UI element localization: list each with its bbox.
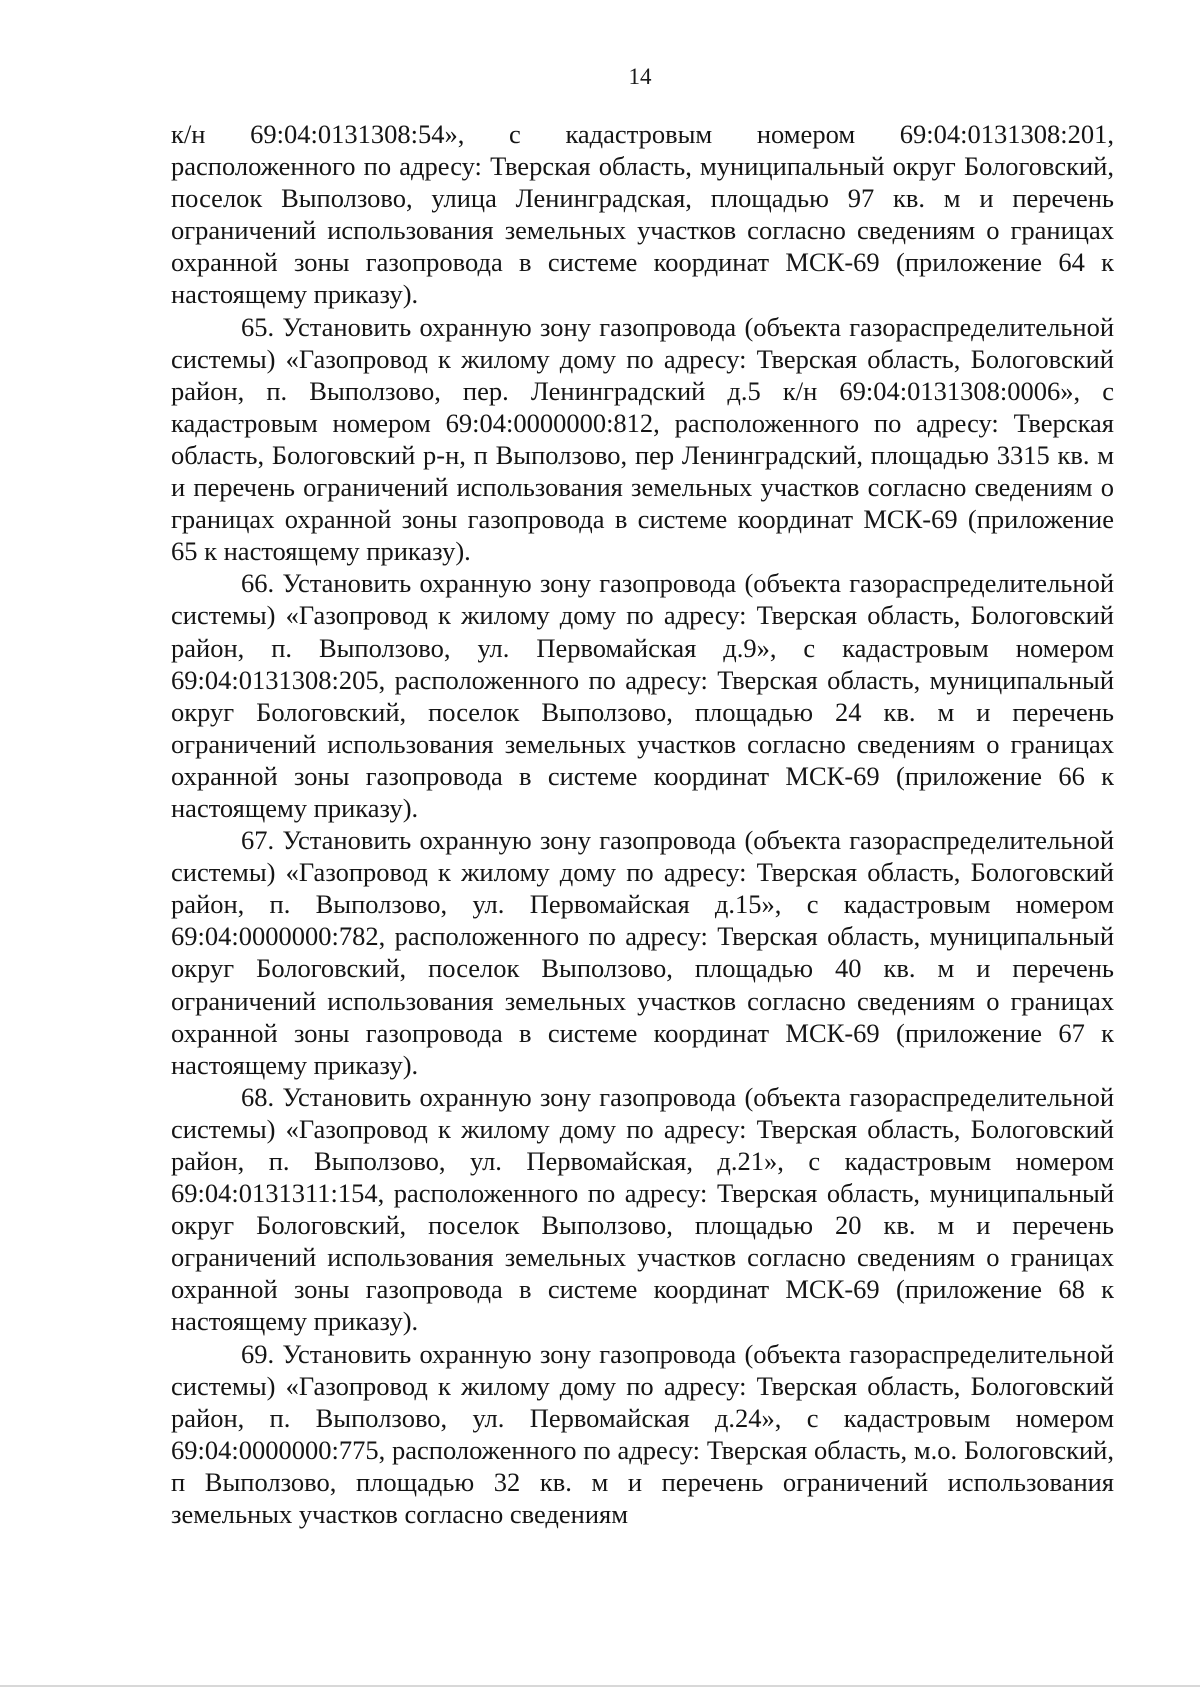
document-body <box>171 118 1114 1530</box>
paragraph-item-67: 67. Установить охранную зону газопровода (объекта газораспределительной системы) «Газопровод к жилому дому по адресу: Тверская область, Бологовский район, п. Выползово, ул. Первомайская д.15», с кадастровым номером 69:04:0000000:782, расположенного по адресу: Тверская область, муниципальный округ Бологовский, поселок Выползово, площадью 40 кв. м и перечень ограничений использования земельных участков согласно сведениям о границах охранной зоны газопровода в системе координат МСК-69 (приложение 67 к настоящему приказу). <box>171 825 1114 1080</box>
paragraph-item-66: 66. Установить охранную зону газопровода (объекта газораспределительной системы) «Газопровод к жилому дому по адресу: Тверская область, Бологовский район, п. Выползово, ул. Первомайская д.9», с кадастровым номером 69:04:0131308:205, расположенного по адресу: Тверская область, муниципальный округ Бологовский, поселок Выползово, площадью 24 кв. м и перечень ограничений использования земельных участков согласно сведениям о границах охранной зоны газопровода в системе координат МСК-69 (приложение 66 к настоящему приказу). <box>171 568 1114 823</box>
paragraph-continuation: к/н 69:04:0131308:54», с кадастровым номером 69:04:0131308:201, расположенного по адресу: Тверская область, муниципальный округ Бологовский, поселок Выползово, улица Ленинградская, площадью 97 кв. м и перечень ограничений использования земельных участков согласно сведениям о границах охранной зоны газопровода в системе координат МСК-69 (приложение 64 к настоящему приказу). <box>171 119 1114 310</box>
paragraph-item-65: 65. Установить охранную зону газопровода (объекта газораспределительной системы) «Газопровод к жилому дому по адресу: Тверская область, Бологовский район, п. Выползово, пер. Ленинградский д.5 к/н 69:04:0131308:0006», с кадастровым номером 69:04:0000000:812, расположенного по адресу: Тверская область, Бологовский р-н, п Выползово, пер Ленинградский, площадью 3315 кв. м и перечень ограничений использования земельных участков согласно сведениям о границах охранной зоны газопровода в системе координат МСК-69 (приложение 65 к настоящему приказу). <box>171 311 1114 567</box>
paragraph-item-69: 69. Установить охранную зону газопровода (объекта газораспределительной системы) «Газопровод к жилому дому по адресу: Тверская область, Бологовский район, п. Выползово, ул. Первомайская д.24», с кадастровым номером 69:04:0000000:775, расположенного по адресу: Тверская область, м.о. Бологовский, п Выползово, площадью 32 кв. м и перечень ограничений использования земельных участков согласно сведениям <box>171 1338 1114 1530</box>
scan-edge-line <box>0 1685 1200 1687</box>
page-number: 14 <box>628 64 652 89</box>
paragraph-item-68: 68. Установить охранную зону газопровода (объекта газораспределительной системы) «Газопровод к жилому дому по адресу: Тверская область, Бологовский район, п. Выползово, ул. Первомайская, д.21», с кадастровым номером 69:04:0131311:154, расположенного по адресу: Тверская область, муниципальный округ Бологовский, поселок Выползово, площадью 20 кв. м и перечень ограничений использования земельных участков согласно сведениям о границах охранной зоны газопровода в системе координат МСК-69 (приложение 68 к настоящему приказу). <box>171 1081 1114 1337</box>
